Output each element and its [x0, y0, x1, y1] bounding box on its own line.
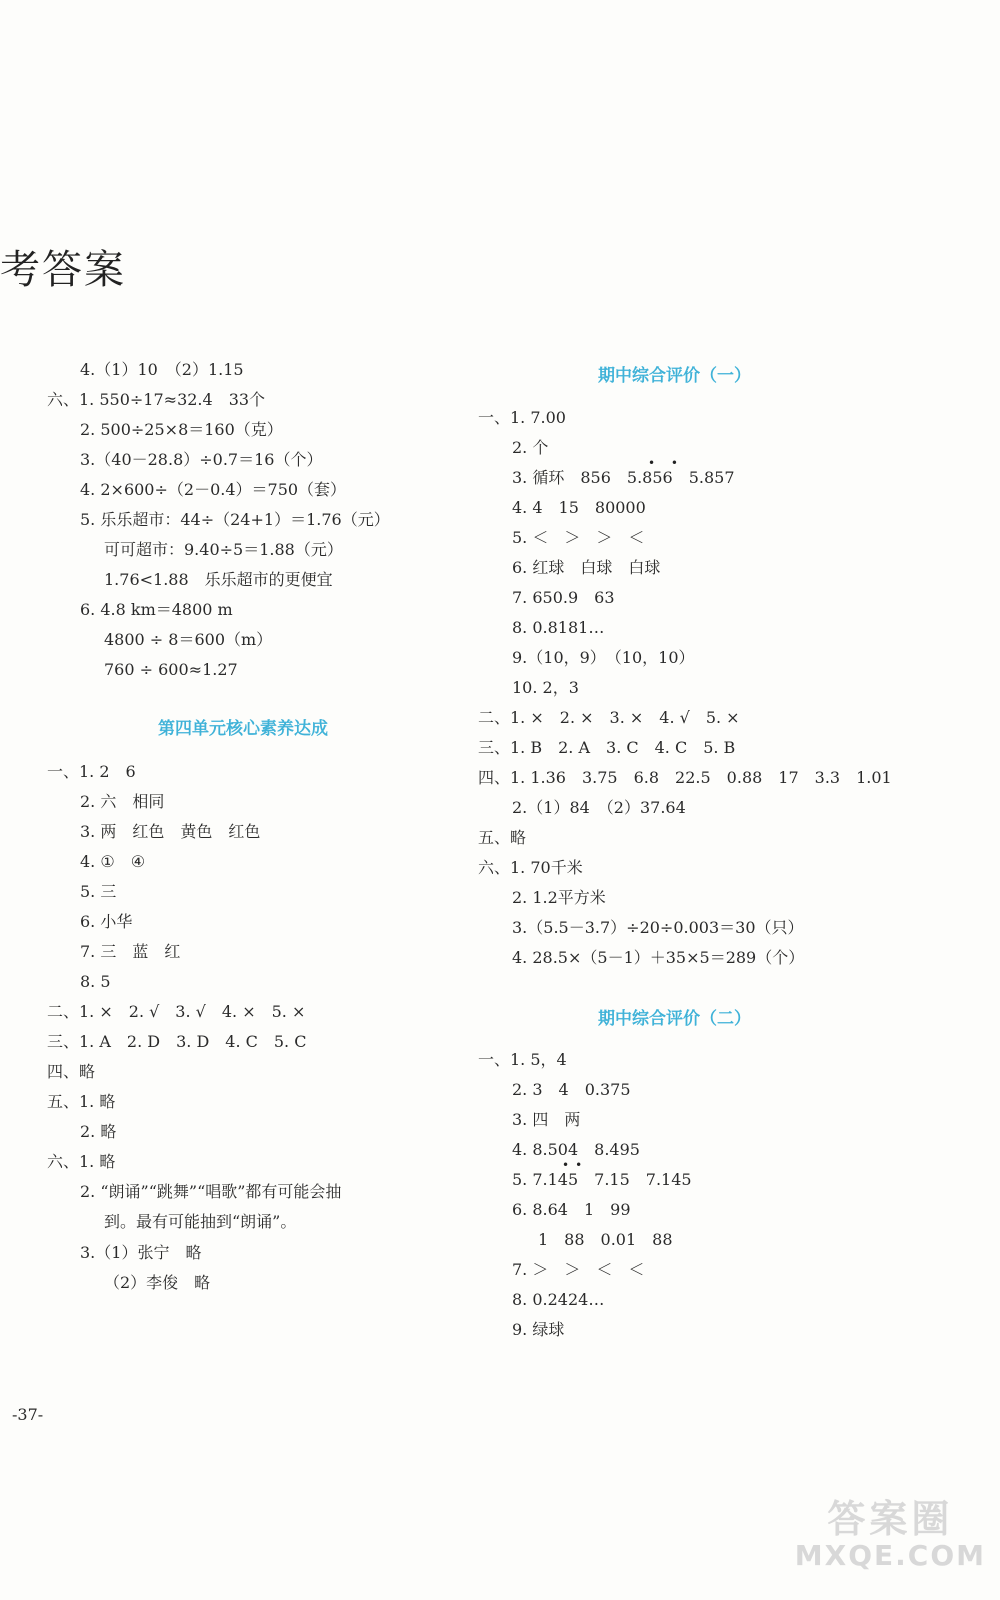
list-item: 7. 三 蓝 红: [80, 942, 181, 961]
list-item: 5. 乐乐超市：44÷（24+1）＝1.76（元）: [80, 510, 390, 529]
list-item: 2. 略: [80, 1122, 117, 1141]
list-item: 2. 六 相同: [80, 792, 165, 811]
list-item: 2.（1）84 （2）37.64: [512, 798, 686, 817]
list-item: 5. 7.145 7.15 7.145: [512, 1170, 692, 1189]
list-item: 一、1. 5，4: [478, 1050, 567, 1069]
list-item: 三、1. A 2. D 3. D 4. C 5. C: [47, 1032, 307, 1051]
list-item: 2. 1.2平方米: [512, 888, 606, 907]
watermark-text: 答案圈: [827, 1497, 954, 1541]
list-item: 1.76<1.88 乐乐超市的更便宜: [104, 570, 333, 589]
list-item: 六、1. 略: [47, 1152, 116, 1171]
list-item: 三、1. B 2. A 3. C 4. C 5. B: [478, 738, 736, 757]
list-item: 6. 小华: [80, 912, 133, 931]
list-item: 四、1. 1.36 3.75 6.8 22.5 0.88 17 3.3 1.01: [478, 768, 892, 787]
list-item: 760 ÷ 600≈1.27: [104, 660, 238, 679]
list-item: 7. ＞ ＞ ＜ ＜: [512, 1260, 645, 1279]
list-item: 3. 循环 856 5.856 5.857: [512, 468, 735, 487]
list-item: 3. 两 红色 黄色 红色: [80, 822, 261, 841]
repeating-decimal-dots: ••: [562, 1158, 589, 1172]
list-item: 1 88 0.01 88: [538, 1230, 673, 1249]
list-item: 六、1. 550÷17≈32.4 33个: [47, 390, 266, 409]
list-item: 2. “朗诵”“跳舞”“唱歌”都有可能会抽: [80, 1182, 342, 1201]
list-item: 8. 5: [80, 972, 111, 991]
list-item: 6. 4.8 km＝4800 m: [80, 600, 233, 619]
list-item: 5. ＜ ＞ ＞ ＜: [512, 528, 645, 547]
list-item: 4. 2×600÷（2－0.4）＝750（套）: [80, 480, 347, 499]
list-item: 一、1. 2 6: [47, 762, 136, 781]
list-item: （2）李俊 略: [104, 1273, 211, 1292]
list-item: 4.（1）10 （2）1.15: [80, 360, 244, 379]
watermark-logo: [795, 1488, 986, 1572]
list-item: 4. 28.5×（5－1）＋35×5＝289（个）: [512, 948, 805, 967]
page-number: -37-: [12, 1405, 44, 1424]
list-item: 4. 4 15 80000: [512, 498, 646, 517]
list-item: 3.（5.5－3.7）÷20÷0.003＝30（只）: [512, 918, 804, 937]
list-item: 可可超市：9.40÷5＝1.88（元）: [104, 540, 343, 559]
list-item: 2. 3 4 0.375: [512, 1080, 631, 1099]
list-item: 10. 2，3: [512, 678, 579, 697]
list-item: 3.（40－28.8）÷0.7＝16（个）: [80, 450, 323, 469]
list-item: 3. 四 两: [512, 1110, 581, 1129]
list-item: 到。最有可能抽到“朗诵”。: [104, 1212, 297, 1231]
list-item: 8. 0.2424…: [512, 1290, 605, 1309]
section-heading: 期中综合评价（一）: [598, 366, 751, 386]
list-item: 9.（10，9） （10，10）: [512, 648, 695, 667]
list-item: 六、1. 70千米: [478, 858, 583, 877]
list-item: 二、1. × 2. √ 3. √ 4. × 5. ×: [47, 1002, 306, 1021]
list-item: 一、1. 7.00: [478, 408, 566, 427]
list-item: 二、1. × 2. × 3. × 4. √ 5. ×: [478, 708, 740, 727]
list-item: 2. 500÷25×8＝160（克）: [80, 420, 283, 439]
list-item: 3.（1）张宁 略: [80, 1243, 202, 1262]
list-item: 四、略: [47, 1062, 96, 1081]
repeating-decimal-dots: • •: [648, 456, 684, 470]
list-item: 五、1. 略: [47, 1092, 116, 1111]
page-title: 考答案: [0, 247, 126, 293]
list-item: 4800 ÷ 8＝600（m）: [104, 630, 273, 649]
list-item: 4. 8.504 8.495: [512, 1140, 640, 1159]
section-heading: 第四单元核心素养达成: [158, 719, 328, 739]
list-item: 9. 绿球: [512, 1320, 565, 1339]
list-item: 4. ① ④: [80, 852, 146, 871]
watermark-url: MXQE.COM: [794, 1539, 986, 1572]
list-item: 8. 0.8181…: [512, 618, 605, 637]
section-heading: 期中综合评价（二）: [598, 1009, 751, 1029]
list-item: 5. 三: [80, 882, 117, 901]
list-item: 2. 个: [512, 438, 549, 457]
list-item: 7. 650.9 63: [512, 588, 615, 607]
list-item: 6. 红球 白球 白球: [512, 558, 661, 577]
list-item: 五、略: [478, 828, 527, 847]
list-item: 6. 8.64 1 99: [512, 1200, 631, 1219]
